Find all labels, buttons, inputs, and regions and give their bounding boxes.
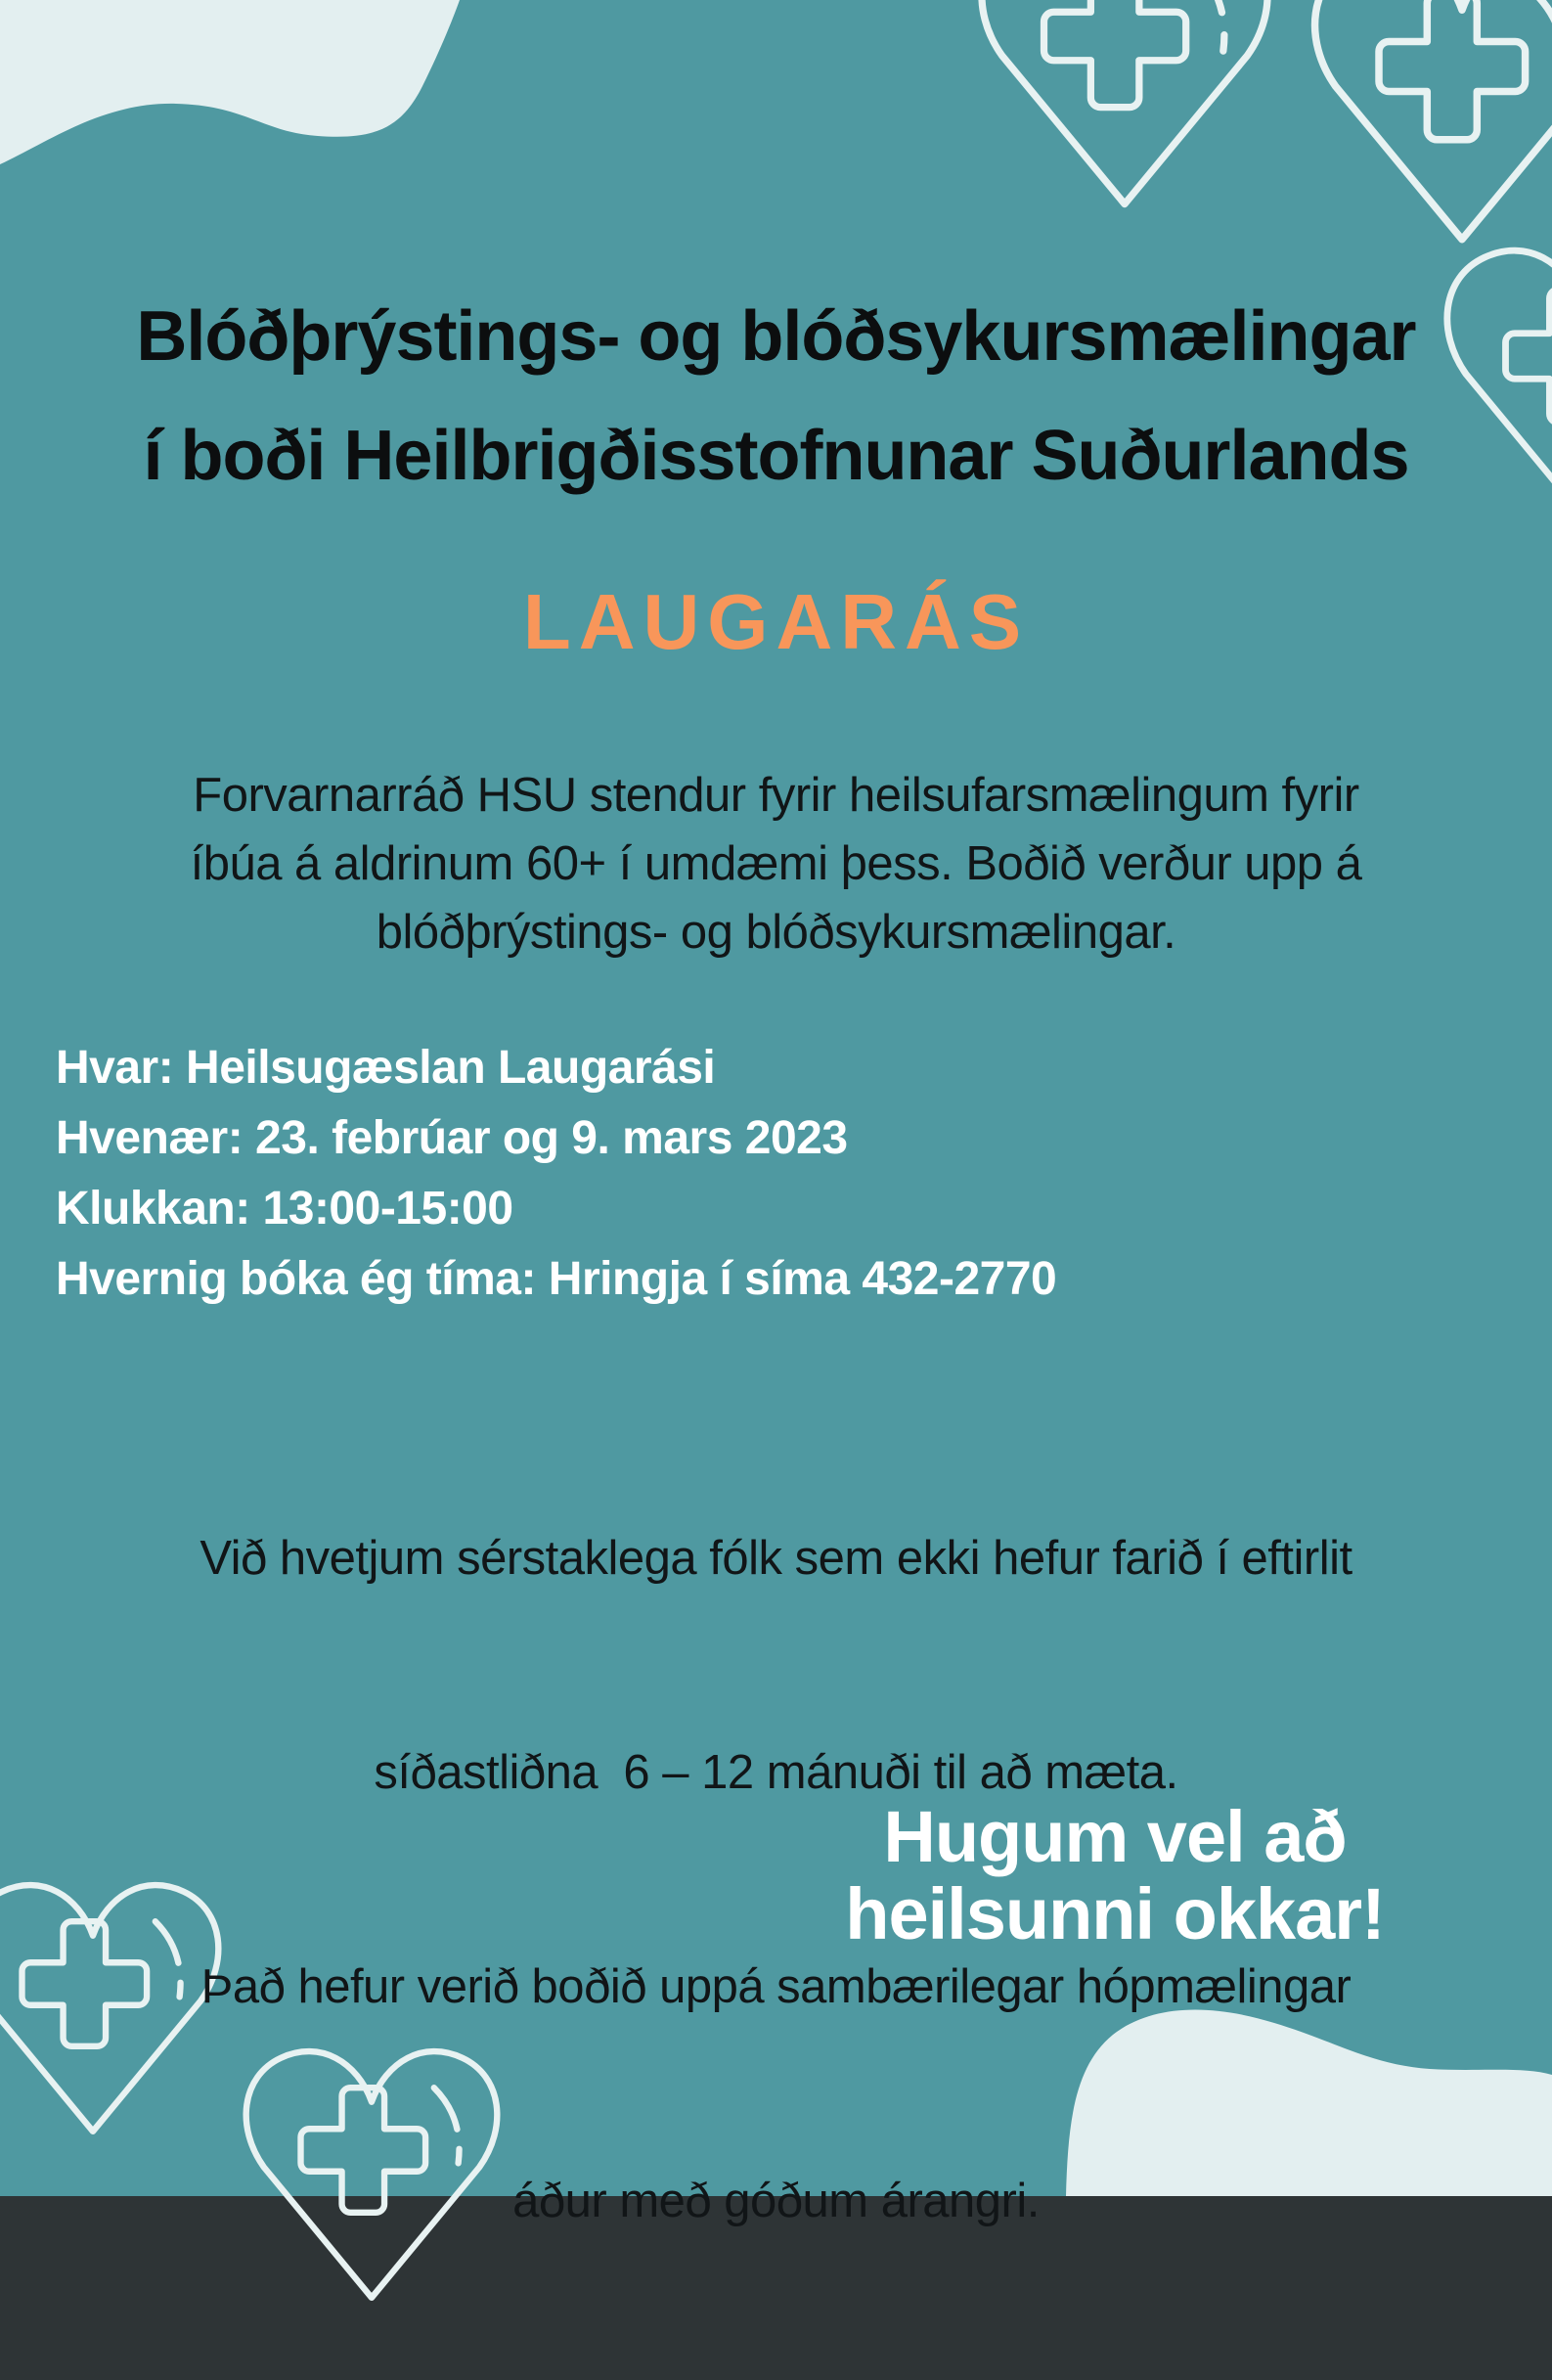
heart-cross-icon xyxy=(1315,0,1552,240)
detail-line-booking: Hvernig bóka ég tíma: Hringja í síma 432-2770 xyxy=(56,1253,1057,1305)
closing-message xyxy=(821,1798,1408,1953)
note-line: áður með góðum árangri. xyxy=(512,2175,1040,2227)
detail-line-where: Hvar: Heilsugæslan Laugarási xyxy=(56,1042,716,1094)
intro-line: blóðþrýstings- og blóðsykursmælingar. xyxy=(376,906,1176,959)
title-line-1: Blóðþrýstings- og blóðsykursmælingar xyxy=(136,297,1416,376)
note-line: síðastliðna 6 – 12 mánuði til að mæta. xyxy=(374,1746,1178,1799)
title-line-2: í boði Heilbrigðisstofnunar Suðurlands xyxy=(143,417,1409,495)
poster-title xyxy=(0,277,1552,516)
top-left-blob xyxy=(0,0,460,164)
note-line: Það hefur verið boðið uppá sambærilegar hópmælingar xyxy=(200,1960,1352,2013)
details-list xyxy=(56,1033,1056,1315)
location-heading: LAUGARÁS xyxy=(522,578,1030,665)
intro-line: íbúa á aldrinum 60+ í umdæmi þess. Boðið verður upp á xyxy=(190,837,1362,890)
closing-line-1: Hugum vel að xyxy=(883,1796,1347,1877)
closing-line-2: heilsunni okkar! xyxy=(845,1873,1385,1954)
detail-line-time: Klukkan: 13:00-15:00 xyxy=(56,1183,513,1235)
note-line: Við hvetjum sérstaklega fólk sem ekki hefur farið í eftirlit xyxy=(200,1532,1352,1585)
intro-paragraph xyxy=(0,761,1552,966)
detail-line-when: Hvenær: 23. febrúar og 9. mars 2023 xyxy=(56,1112,848,1164)
heart-cross-icon xyxy=(982,0,1267,204)
intro-line: Forvarnarráð HSU stendur fyrir heilsufarsmælingum fyrir xyxy=(193,769,1359,822)
